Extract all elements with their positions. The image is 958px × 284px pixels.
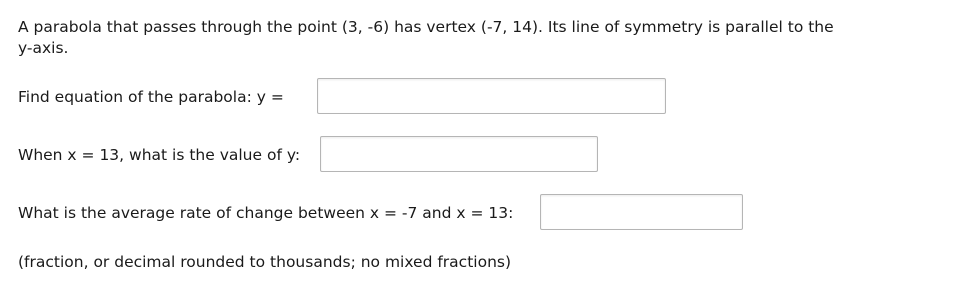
answer-format-note: (fraction, or decimal rounded to thousands; no mixed fractions)	[18, 253, 512, 271]
problem-statement-line-1: A parabola that passes through the point (3, -6) has vertex (-7, 14). Its line of symmetry is parallel to the	[18, 18, 834, 36]
equation-question-label: Find equation of the parabola: y =	[18, 88, 284, 106]
equation-answer-input[interactable]	[317, 78, 666, 114]
rate-of-change-answer-input[interactable]	[540, 194, 743, 230]
y-value-answer-input[interactable]	[320, 136, 598, 172]
rate-of-change-question-label: What is the average rate of change between x = -7 and x = 13:	[18, 204, 514, 222]
problem-statement-line-2: y-axis.	[18, 39, 69, 57]
y-value-question-label: When x = 13, what is the value of y:	[18, 146, 301, 164]
